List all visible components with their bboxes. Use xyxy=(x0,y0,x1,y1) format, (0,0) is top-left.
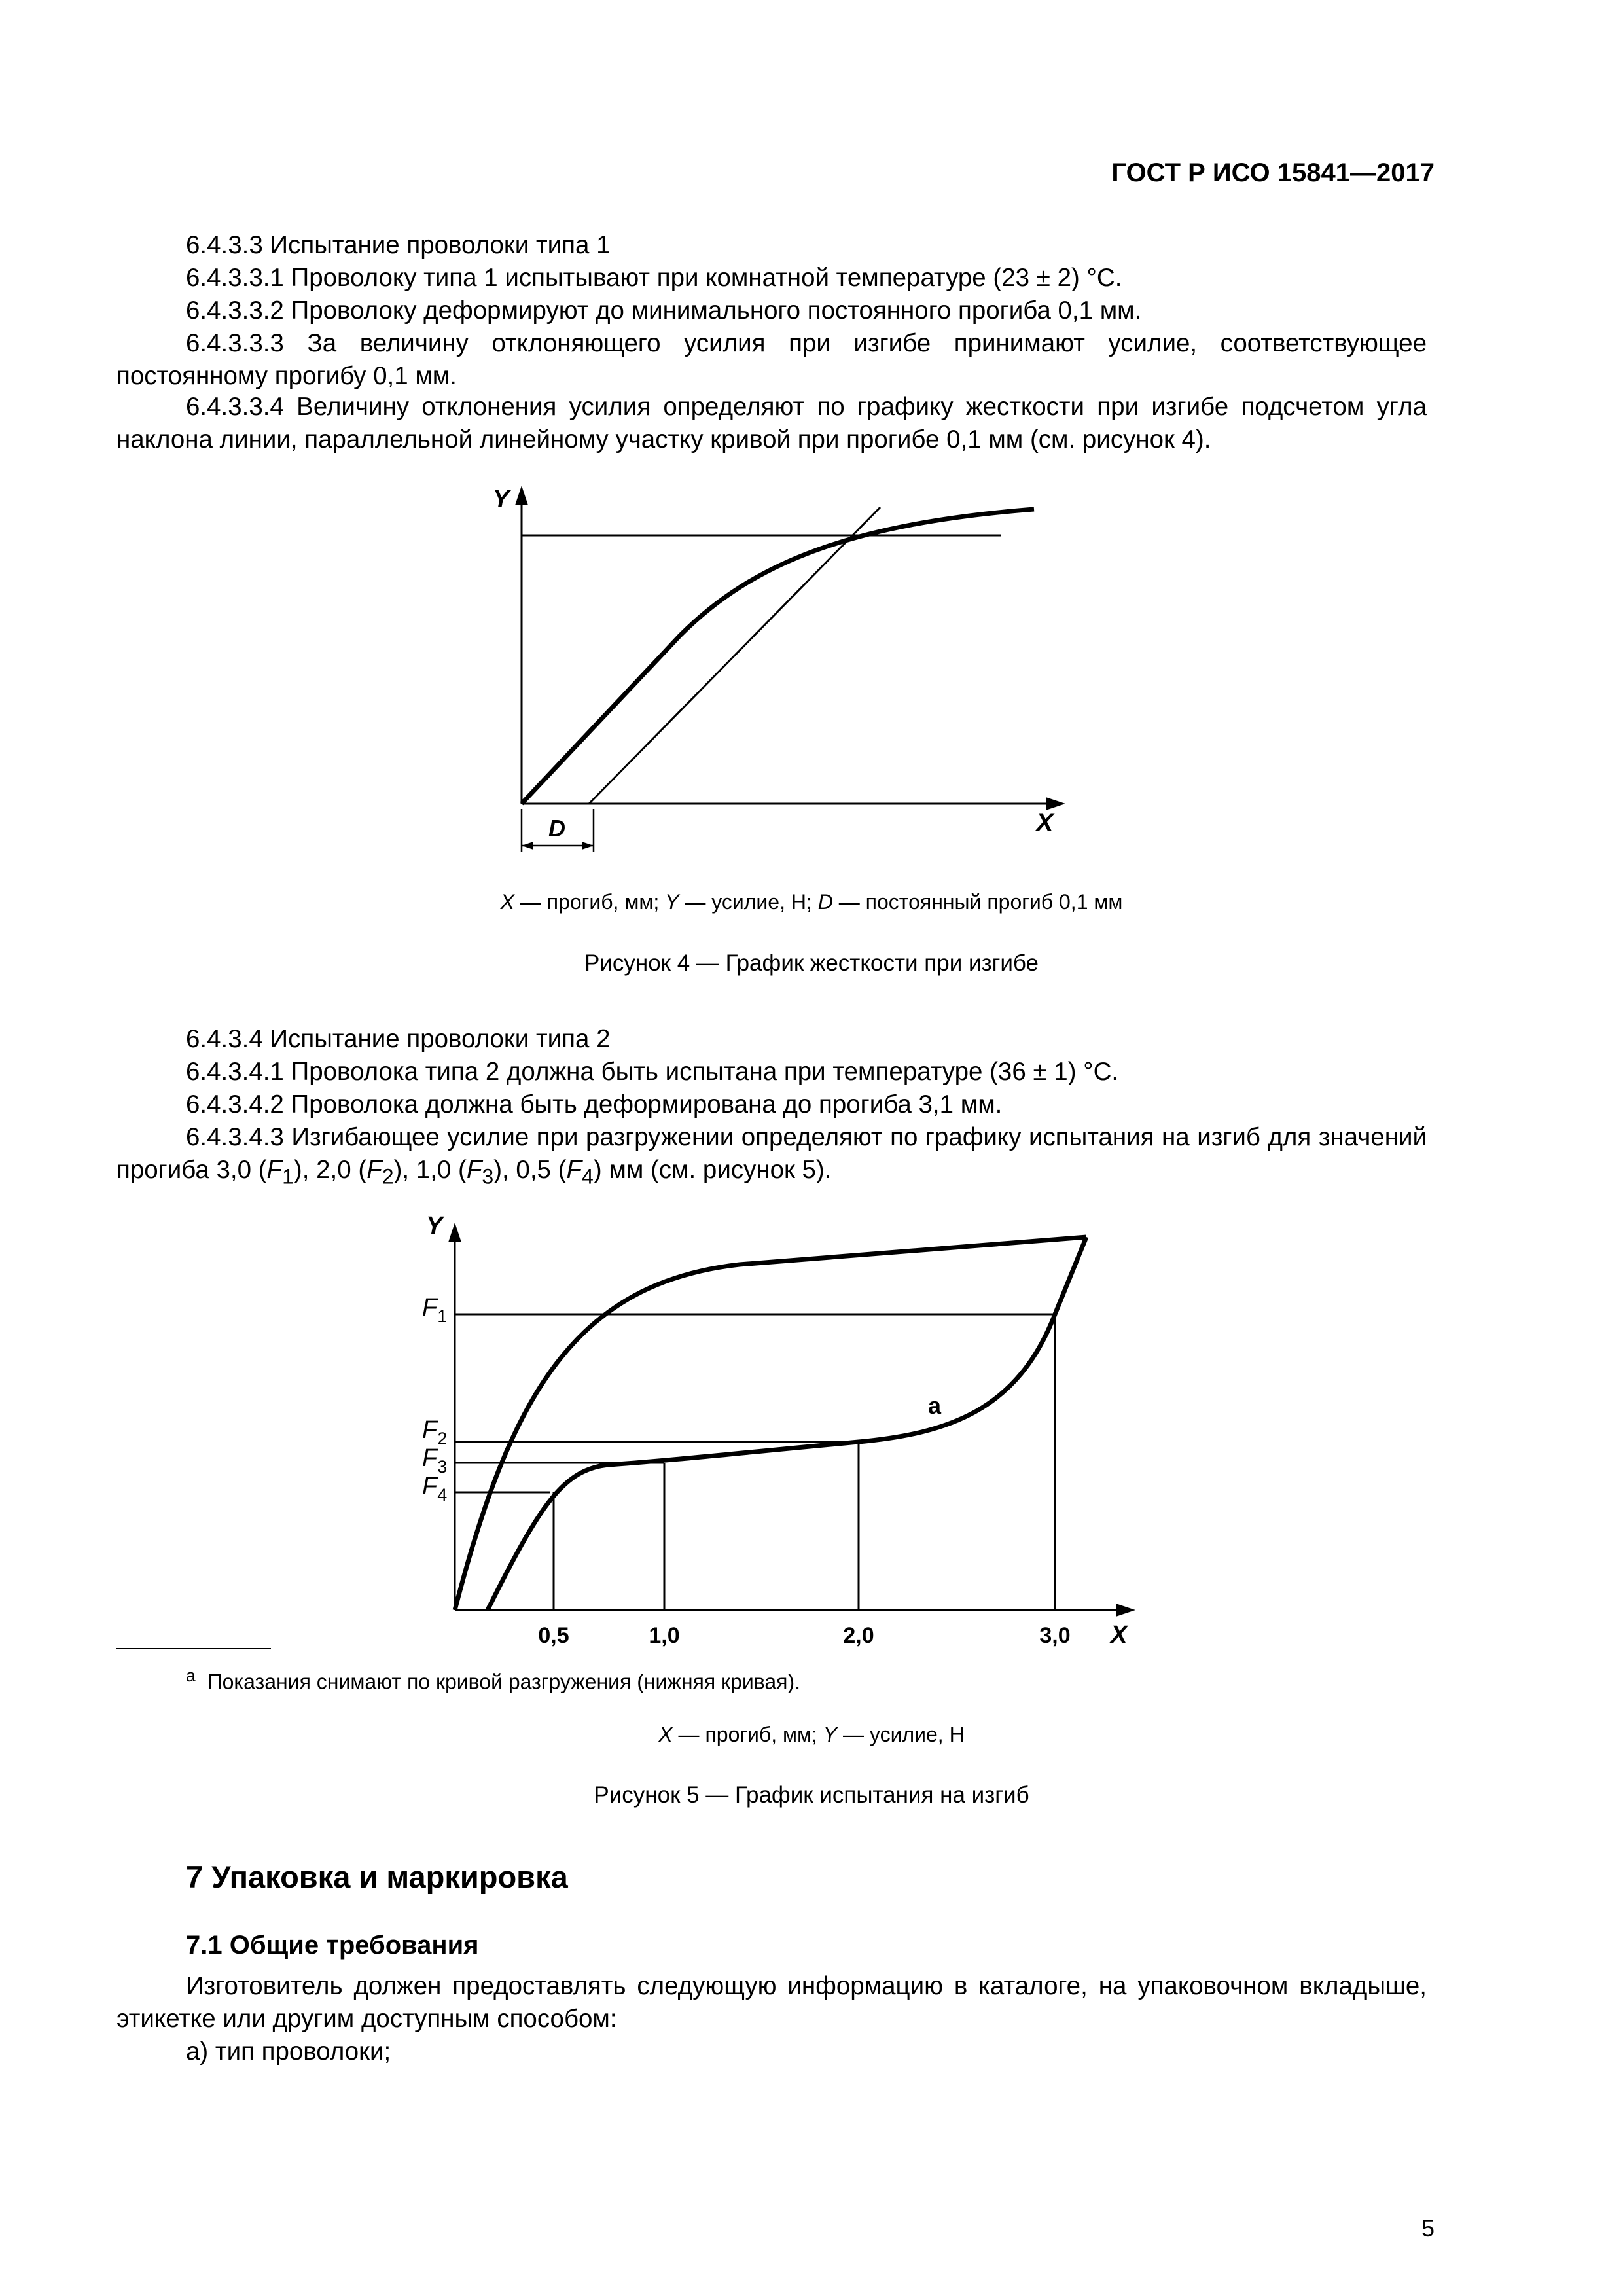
legend-x-text: — прогиб, мм; xyxy=(514,890,666,914)
section-6-4-3-3-title: 6.4.3.3 Испытание проволоки типа 1 xyxy=(186,231,611,259)
fig5-y-arrow xyxy=(448,1223,461,1242)
figure-4-caption: Рисунок 4 — График жесткости при изгибе xyxy=(584,950,1039,976)
paragraph-6-4-3-3-2: 6.4.3.3.2 Проволоку деформируют до минимального постоянного прогиба 0,1 мм. xyxy=(186,296,1142,325)
fig5-unloading-start xyxy=(1055,1237,1086,1314)
f2-subscript: 2 xyxy=(382,1164,394,1189)
legend-d-text: — постоянный прогиб 0,1 мм xyxy=(832,890,1123,914)
footnote-text: Показания снимают по кривой разгружения (нижняя кривая). xyxy=(207,1670,801,1694)
f3-symbol: F xyxy=(466,1156,482,1184)
page-number: 5 xyxy=(1421,2215,1435,2242)
legend-y-text: — усилие, Н xyxy=(837,1723,965,1746)
fig5-loading-curve xyxy=(455,1237,1086,1610)
paragraph-7-1: Изготовитель должен предоставлять следующую информацию в каталоге, на упаковочном вкладыше, этикетке или другим доступным способом: xyxy=(116,1972,1427,2033)
f2-symbol: F xyxy=(366,1156,382,1184)
fig5-f4-label: $F_4$ xyxy=(422,1473,448,1505)
fig4-d-label: D xyxy=(548,815,565,842)
footnote xyxy=(186,1666,800,1695)
legend-d-symbol: D xyxy=(817,890,833,914)
paragraph-6-4-3-4-2: 6.4.3.4.2 Проволока должна быть деформирована до прогиба 3,1 мм. xyxy=(186,1090,1003,1119)
section-7-1-heading: 7.1 Общие требования xyxy=(186,1931,479,1960)
fig5-tick-05: 0,5 xyxy=(538,1623,569,1648)
document-id-header: ГОСТ Р ИСО 15841—2017 xyxy=(1111,158,1435,187)
fig4-y-label: Y xyxy=(493,486,510,513)
f1-symbol: F xyxy=(266,1156,283,1184)
paragraph-6-4-3-3-3: 6.4.3.3.3 За величину отклоняющего усилия при изгибе принимают усилие, соответствующее постоянному прогибу 0,1 мм. xyxy=(116,329,1427,390)
section-6-4-3-4-title: 6.4.3.4 Испытание проволоки типа 2 xyxy=(186,1025,611,1053)
f4-subscript: 4 xyxy=(582,1164,594,1189)
paragraph-6-4-3-3-1: 6.4.3.3.1 Проволоку типа 1 испытывают при комнатной температуре (23 ± 2) °С. xyxy=(186,264,1122,292)
fig5-f3-label: $F_3$ xyxy=(422,1444,448,1477)
fig5-f1-label: $F_1$ xyxy=(422,1294,448,1326)
fig5-tick-20: 2,0 xyxy=(843,1623,874,1648)
paragraph-6-4-3-3-4: 6.4.3.3.4 Величину отклонения усилия определяют по графику жесткости при изгибе подсчетом угла наклона линии, параллельной линейному участку кривой при прогибе 0,1 мм (см. рисунок 4). xyxy=(116,393,1427,454)
legend-x-text: — прогиб, мм; xyxy=(672,1723,823,1746)
p3-text-end: ) мм (см. рисунок 5). xyxy=(593,1156,832,1184)
fig5-x-arrow xyxy=(1116,1604,1135,1617)
f4-symbol: F xyxy=(566,1156,582,1184)
legend-y-text: — усилие, Н; xyxy=(679,890,818,914)
fig5-y-label: Y xyxy=(426,1212,443,1240)
f1-subscript: 1 xyxy=(282,1164,294,1189)
legend-x-symbol: X xyxy=(658,1723,673,1746)
figure-5-caption: Рисунок 5 — График испытания на изгиб xyxy=(594,1782,1029,1808)
footnote-mark: a xyxy=(186,1666,196,1685)
p3-text-c: ), 0,5 ( xyxy=(493,1156,567,1184)
p3-text-a: ), 2,0 ( xyxy=(293,1156,367,1184)
list-item-a: а) тип проволоки; xyxy=(186,2037,391,2066)
f3-subscript: 3 xyxy=(482,1164,494,1189)
fig5-x-label: X xyxy=(1111,1621,1128,1649)
legend-x-symbol: X xyxy=(500,890,514,914)
fig4-x-label: X xyxy=(1036,808,1054,837)
paragraph-6-4-3-4-1: 6.4.3.4.1 Проволока типа 2 должна быть испытана при температуре (36 ± 1) °С. xyxy=(186,1058,1119,1086)
legend-y-symbol: Y xyxy=(823,1723,838,1746)
fig5-tick-10: 1,0 xyxy=(649,1623,680,1648)
legend-y-symbol: Y xyxy=(665,890,679,914)
fig5-tick-30: 3,0 xyxy=(1039,1623,1071,1648)
figure-5-legend xyxy=(0,1723,1623,1747)
p3-text-start: 6.4.3.4.3 Изгибающее усилие при разгружении определяют по графику испытания на изгиб для значений прогиба 3,0 ( xyxy=(116,1123,1427,1184)
fig5-annotation-a: a xyxy=(928,1392,942,1419)
p3-text-b: ), 1,0 ( xyxy=(393,1156,467,1184)
footnote-divider xyxy=(116,1648,271,1649)
section-7-heading: 7 Упаковка и маркировка xyxy=(186,1859,568,1894)
fig5-f2-label: $F_2$ xyxy=(422,1416,448,1448)
